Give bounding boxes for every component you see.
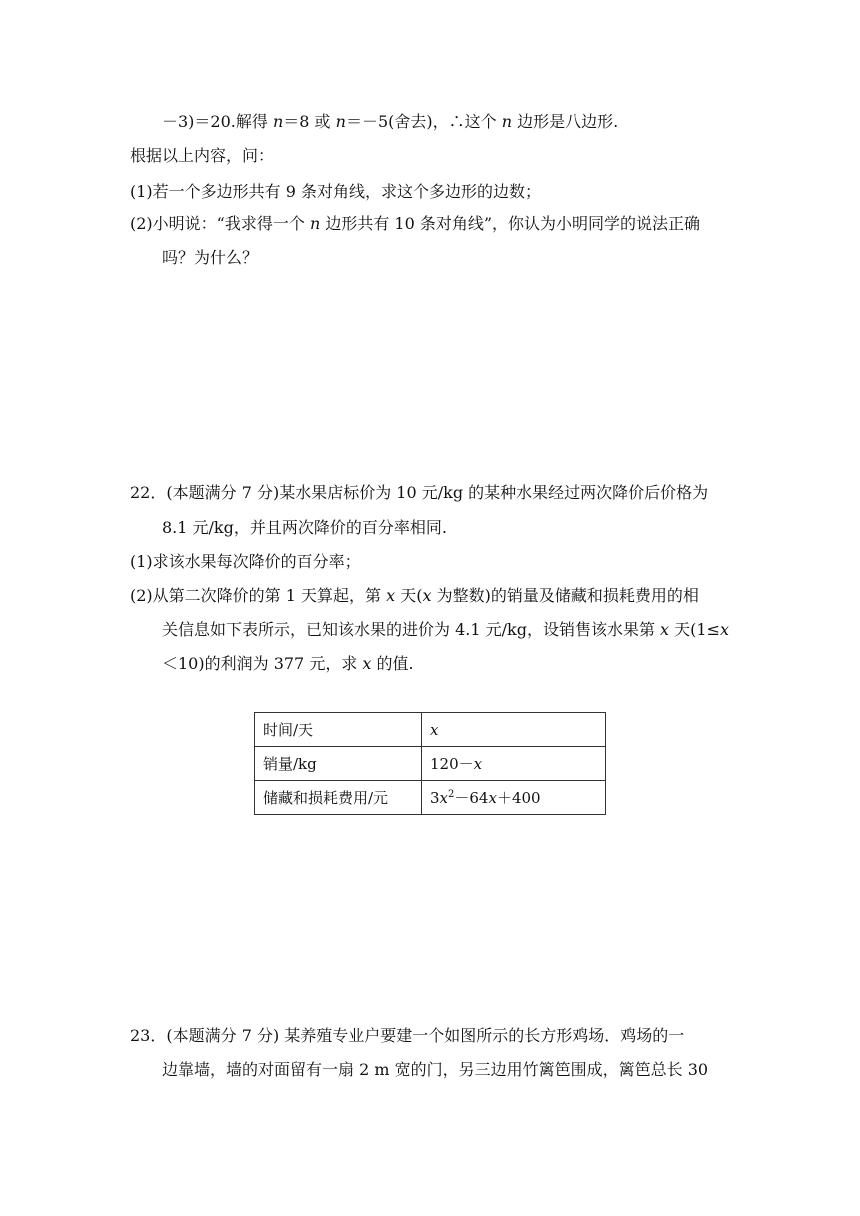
math-variable: x [720, 620, 730, 639]
table-cell-label: 时间/天 [255, 713, 422, 747]
q23-stem-line2: 边靠墙，墙的对面留有一扇 2 m 宽的门，另三边用竹篱笆围成，篱笆总长 30 [162, 1060, 709, 1079]
math-variable: x [473, 754, 483, 773]
text-span: 关信息如下表所示，已知该水果的进价为 4.1 元/kg，设销售该水果第 [162, 620, 661, 639]
math-variable: n [272, 112, 284, 131]
text-span: (2)从第二次降价的第 1 天算起，第 [130, 586, 387, 605]
math-variable: n [309, 214, 321, 233]
text-span: ＋400 [496, 788, 541, 807]
q22-part2-line2 [162, 618, 729, 642]
text-span: ＝8 或 [283, 112, 336, 131]
table-cell-value [422, 713, 606, 747]
math-variable: x [362, 654, 372, 673]
math-variable: n [335, 112, 346, 131]
math-variable: x [422, 586, 432, 605]
text-span: 的值. [371, 654, 414, 673]
math-variable: x [488, 788, 497, 807]
text-span: 边形是八边形. [512, 112, 619, 131]
q21-intro: 根据以上内容，问： [130, 146, 275, 165]
math-variable: x [430, 720, 439, 739]
exponent: 2 [448, 788, 455, 800]
table-cell-value [422, 747, 606, 781]
table-cell-label: 储藏和损耗费用/元 [255, 781, 422, 815]
table-cell-value [422, 781, 606, 815]
q22-part1: (1)求该水果每次降价的百分率； [130, 552, 361, 571]
q22-stem-line2: 8.1 元/kg，并且两次降价的百分率相同. [162, 518, 447, 537]
text-span: 120－ [430, 754, 474, 773]
table-cell-label: 销量/kg [255, 747, 422, 781]
text-span: －3)＝20.解得 [162, 112, 273, 131]
text-span: 天( [395, 586, 423, 605]
q23-stem-line1: 23．(本题满分 7 分) 某养殖专业户要建一个如图所示的长方形鸡场．鸡场的一 [130, 1026, 685, 1045]
q22-info-table [254, 712, 606, 815]
text-span: 天(1≤ [669, 620, 720, 639]
q21-part2-line2: 吗？为什么？ [162, 248, 259, 267]
text-span: (2)小明说：“我求得一个 [130, 214, 310, 233]
q21-part1: (1)若一个多边形共有 9 条对角线，求这个多边形的边数； [130, 182, 542, 201]
text-span: ＝－5(舍去)，∴这个 [345, 112, 502, 131]
q22-part2-line1 [130, 584, 699, 608]
math-variable: x [386, 586, 396, 605]
q22-part2-line3 [162, 652, 414, 676]
text-span: ＜10)的利润为 377 元，求 [162, 654, 363, 673]
math-variable: x [660, 620, 670, 639]
text-span: 3 [430, 788, 440, 807]
text-span: 为整数)的销量及储藏和损耗费用的相 [431, 586, 699, 605]
math-variable: x [439, 788, 449, 807]
text-span: －64 [454, 788, 489, 807]
math-variable: n [501, 112, 513, 131]
q22-stem-line1: 22．(本题满分 7 分)某水果店标价为 10 元/kg 的某种水果经过两次降价后价格为 [130, 483, 709, 502]
q21-continuation-line [162, 110, 618, 134]
q21-part2-line1 [130, 212, 700, 236]
table-row [255, 713, 606, 747]
text-span: 边形共有 10 条对角线”，你认为小明同学的说法正确 [320, 214, 701, 233]
table-row [255, 747, 606, 781]
table-row [255, 781, 606, 815]
